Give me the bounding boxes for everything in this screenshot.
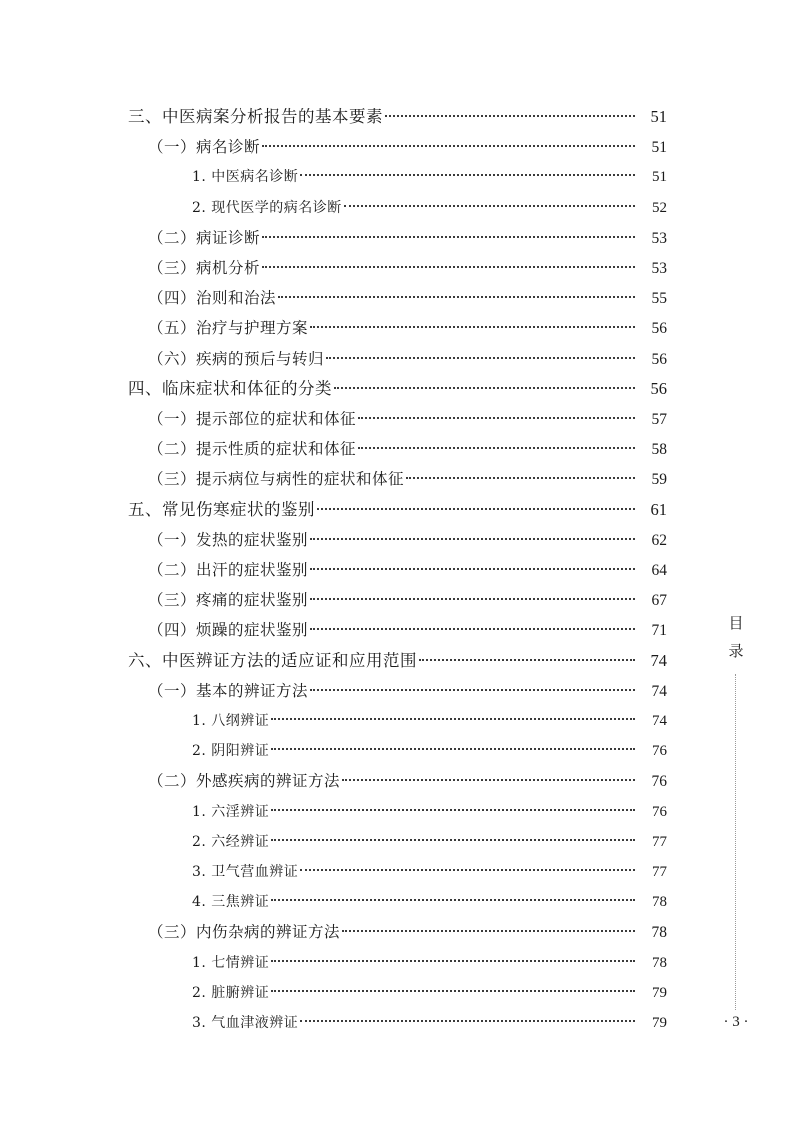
toc-dot-leader [300,1020,635,1022]
toc-entry-page: 62 [651,531,667,549]
toc-dot-leader [344,205,635,207]
toc-dot-leader [300,869,635,871]
toc-dot-leader [334,387,635,389]
toc-entry-title: （一）发热的症状鉴别 [148,530,309,549]
toc-dot-leader [358,417,635,419]
toc-entry-title: 1. 七情辨证 [192,954,270,971]
toc-subsection-entry [148,407,667,431]
toc-subsection-entry [148,769,667,793]
toc-entry-page: 55 [651,290,667,308]
toc-section-entry [128,649,667,673]
toc-entry-page: 76 [652,803,667,820]
toc-entry-page: 64 [651,562,667,579]
toc-entry-page: 52 [652,199,667,216]
toc-subsection-entry [148,920,667,944]
toc-dot-leader [310,568,635,570]
toc-dot-leader [271,960,635,962]
toc-item-entry [192,830,667,854]
toc-dot-leader [300,174,635,176]
toc-entry-page: 71 [651,622,667,640]
toc-dot-leader [419,659,635,661]
toc-subsection-entry [148,558,667,582]
toc-entry-page: 51 [651,139,667,157]
toc-subsection-entry [148,437,667,461]
toc-section-entry [128,377,667,401]
toc-entry-page: 59 [651,471,667,489]
toc-entry-page: 76 [652,743,667,760]
toc-entry-title: （二）病证诊断 [148,228,261,247]
toc-entry-page: 53 [651,229,667,247]
toc-entry-title: （四）烦躁的症状鉴别 [148,621,309,640]
toc-entry-page: 56 [651,350,667,368]
side-dotted-rule [735,674,736,1010]
toc-entry-page: 56 [651,320,667,338]
toc-entry-page: 77 [652,864,667,880]
toc-item-entry [192,1011,667,1035]
toc-entry-title: 1. 六淫辨证 [192,803,270,820]
toc-dot-leader [271,809,635,811]
toc-entry-title: （二）外感疾病的辨证方法 [148,772,341,791]
toc-dot-leader [310,689,635,691]
toc-entry-page: 79 [652,1015,667,1031]
toc-dot-leader [310,326,635,328]
toc-item-entry [192,196,667,220]
toc-subsection-entry [148,135,667,159]
toc-item-entry [192,890,667,914]
toc-entry-title: （四）治则和治法 [148,289,277,308]
section-label-mu: 目 [728,614,744,632]
toc-dot-leader [262,145,635,147]
toc-item-entry [192,800,667,824]
toc-entry-title: （三）病机分析 [148,259,261,277]
toc-entry-page: 74 [652,713,667,729]
toc-entry-title: 1. 八纲辨证 [192,713,270,729]
toc-dot-leader [310,628,635,630]
toc-entry-title: （六）疾病的预后与转归 [148,349,325,368]
toc-entry-page: 78 [652,894,667,911]
toc-dot-leader [271,990,635,992]
toc-entry-page: 61 [650,499,667,519]
toc-subsection-entry [148,316,667,340]
toc-dot-leader [262,236,635,238]
toc-entry-page: 53 [651,260,667,277]
toc-subsection-entry [148,679,667,703]
toc-entry-title: （一）提示部位的症状和体征 [148,410,357,428]
toc-dot-leader [342,779,635,781]
toc-dot-leader [271,748,635,750]
toc-entry-page: 77 [652,833,667,850]
toc-dot-leader [278,296,635,298]
toc-dot-leader [271,718,635,720]
toc-entry-title: 四、临床症状和体征的分类 [128,378,332,398]
toc-entry-title: （五）治疗与护理方案 [148,319,309,338]
toc-dot-leader [271,899,635,901]
toc-item-entry [192,739,667,763]
toc-item-entry [192,165,667,189]
toc-subsection-entry [148,256,667,280]
toc-entry-title: 六、中医辨证方法的适应证和应用范围 [128,650,417,670]
toc-entry-title: 2. 现代医学的病名诊断 [192,199,342,216]
toc-entry-page: 58 [651,441,667,459]
toc-dot-leader [358,447,635,449]
toc-entry-title: （三）疼痛的症状鉴别 [148,591,309,610]
toc-entry-page: 56 [650,378,667,398]
toc-entry-title: （二）出汗的症状鉴别 [148,561,309,579]
toc-entry-title: 五、常见伤寒症状的鉴别 [128,499,315,519]
toc-entry-title: （三）内伤杂病的辨证方法 [148,923,341,942]
toc-entry-title: 3. 卫气营血辨证 [192,864,299,880]
toc-entry-page: 78 [652,954,667,971]
toc-section-entry [128,498,667,522]
toc-dot-leader [271,839,635,841]
toc-entry-page: 79 [652,984,667,1001]
toc-entry-page: 74 [651,682,667,700]
toc-dot-leader [310,538,635,540]
toc-entry-title: 3. 气血津液辨证 [192,1015,299,1031]
toc-dot-leader [385,115,635,117]
page-number: · 3 · [723,1014,749,1030]
toc-entry-page: 67 [651,592,667,610]
toc-subsection-entry [148,588,667,612]
toc-entry-title: 4. 三焦辨证 [192,894,270,911]
toc-entry-title: 三、中医病案分析报告的基本要素 [128,107,383,126]
toc-entry-page: 51 [650,107,667,126]
toc-entry-title: （一）基本的辨证方法 [148,681,309,700]
toc-entry-title: （三）提示病位与病性的症状和体征 [148,470,405,489]
toc-subsection-entry [148,286,667,310]
toc-item-entry [192,860,667,884]
section-label-lu: 录 [728,642,744,660]
toc-entry-page: 51 [652,169,667,186]
toc-entry-title: 2. 六经辨证 [192,833,270,850]
toc-entry-page: 76 [651,773,667,791]
toc-item-entry [192,981,667,1005]
toc-dot-leader [262,266,635,268]
toc-entry-title: （二）提示性质的症状和体征 [148,440,357,459]
toc-entry-title: 2. 阴阳辨证 [192,743,270,760]
toc-section-entry [128,105,667,129]
toc-entry-page: 57 [651,411,667,428]
toc-dot-leader [326,357,635,359]
toc-entry-title: （一）病名诊断 [148,138,261,157]
toc-subsection-entry [148,618,667,642]
toc-item-entry [192,951,667,975]
toc-subsection-entry [148,467,667,491]
toc-entry-page: 74 [650,650,667,670]
toc-entry-title: 1. 中医病名诊断 [192,169,299,186]
toc-dot-leader [406,477,635,479]
toc-dot-leader [310,598,635,600]
toc-subsection-entry [148,347,667,371]
toc-dot-leader [317,508,635,510]
toc-entry-page: 78 [651,924,667,942]
toc-dot-leader [342,930,635,932]
toc-entry-title: 2. 脏腑辨证 [192,984,270,1001]
toc-item-entry [192,709,667,733]
toc-subsection-entry [148,226,667,250]
toc-subsection-entry [148,528,667,552]
